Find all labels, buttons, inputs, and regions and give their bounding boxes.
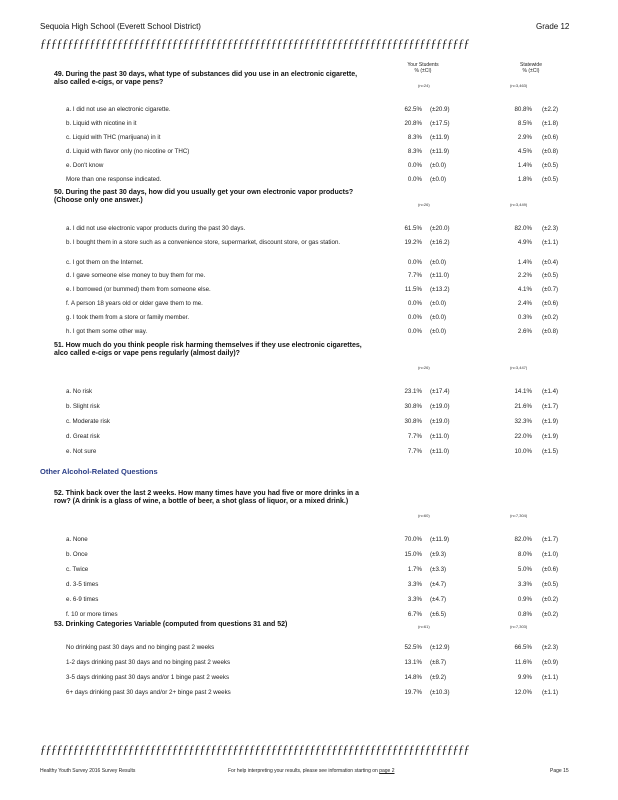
your-ci: (±0.0) xyxy=(430,176,447,183)
your-ci: (±20.9) xyxy=(430,106,450,113)
response-label: d. Great risk xyxy=(66,433,100,440)
your-percent: 6.7% xyxy=(407,611,422,618)
your-percent: 3.3% xyxy=(407,596,422,603)
your-percent: 0.0% xyxy=(407,314,422,321)
grade-label: Grade 12 xyxy=(536,22,570,31)
state-percent: 82.0% xyxy=(514,536,532,543)
response-label: f. 10 or more times xyxy=(66,611,118,618)
your-ci: (±19.0) xyxy=(430,403,450,410)
footer-survey-title: Healthy Youth Survey 2016 Survey Results xyxy=(40,768,136,774)
q50-n-state: (n=3,449) xyxy=(510,202,528,207)
state-ci: (±0.6) xyxy=(542,134,559,141)
state-percent: 1.4% xyxy=(517,259,532,266)
q52-n-state: (n=7,304) xyxy=(510,513,528,518)
your-ci: (±11.9) xyxy=(430,148,450,155)
your-percent: 7.7% xyxy=(407,448,422,455)
q53-n-state: (n=7,303) xyxy=(510,624,528,629)
response-label: b. Once xyxy=(66,551,88,558)
your-ci: (±20.0) xyxy=(430,225,450,232)
table-row xyxy=(66,258,566,268)
response-label: e. I borrowed (or bummed) them from someone else. xyxy=(66,286,211,293)
state-percent: 1.8% xyxy=(517,176,532,183)
your-ci: (±11.0) xyxy=(430,433,450,440)
table-row xyxy=(66,417,566,427)
table-row xyxy=(66,610,566,620)
state-percent: 82.0% xyxy=(514,225,532,232)
response-label: a. I did not use electronic vapor products during the past 30 days. xyxy=(66,225,246,232)
table-row xyxy=(66,271,566,281)
table-row xyxy=(66,402,566,412)
question-51: 51. How much do you think people risk harming themselves if they use electronic cigarettes, alco called e-cigs or vape pens regularly (almost daily)? xyxy=(54,342,362,357)
decorative-divider-bottom: ƒƒƒƒƒƒƒƒƒƒƒƒƒƒƒƒƒƒƒƒƒƒƒƒƒƒƒƒƒƒƒƒƒƒƒƒƒƒƒƒƒƒƒƒƒƒƒƒƒƒƒƒƒƒƒƒƒƒƒƒƒƒƒƒƒƒƒƒƒƒƒƒƒƒƒƒƒƒ xyxy=(40,743,469,756)
state-percent: 2.9% xyxy=(517,134,532,141)
your-percent: 0.0% xyxy=(407,328,422,335)
your-ci: (±3.3) xyxy=(430,566,447,573)
response-label: d. 3-5 times xyxy=(66,581,99,588)
response-label: g. I took them from a store or family member. xyxy=(66,314,190,321)
table-row xyxy=(66,133,566,143)
state-percent: 22.0% xyxy=(514,433,532,440)
state-ci: (±1.1) xyxy=(542,674,559,681)
table-row xyxy=(66,299,566,309)
state-ci: (±0.9) xyxy=(542,659,559,666)
your-percent: 19.7% xyxy=(404,689,422,696)
your-ci: (±6.5) xyxy=(430,611,447,618)
state-ci: (±1.1) xyxy=(542,689,559,696)
response-label: b. Liquid with nicotine in it xyxy=(66,120,137,127)
state-percent: 9.9% xyxy=(517,674,532,681)
state-percent: 2.6% xyxy=(517,328,532,335)
your-percent: 52.5% xyxy=(404,644,422,651)
your-ci: (±9.2) xyxy=(430,674,447,681)
state-ci: (±1.9) xyxy=(542,418,559,425)
response-label: c. Twice xyxy=(66,566,89,573)
page-number: Page 15 xyxy=(550,768,569,774)
your-ci: (±8.7) xyxy=(430,659,447,666)
state-percent: 3.3% xyxy=(517,581,532,588)
table-row xyxy=(66,447,566,457)
your-ci: (±9.3) xyxy=(430,551,447,558)
section-title: Other Alcohol-Related Questions xyxy=(40,467,158,476)
your-percent: 8.3% xyxy=(407,148,422,155)
state-ci: (±0.8) xyxy=(542,328,559,335)
state-ci: (±0.5) xyxy=(542,581,559,588)
state-ci: (±2.3) xyxy=(542,644,559,651)
your-students-heading: Your Students % (±CI) xyxy=(407,62,439,74)
state-ci: (±1.0) xyxy=(542,551,559,558)
school-name: Sequoia High School (Everett School District) xyxy=(40,22,201,31)
your-percent: 15.0% xyxy=(404,551,422,558)
table-row xyxy=(66,432,566,442)
table-row xyxy=(66,161,566,171)
state-ci: (±1.9) xyxy=(542,433,559,440)
your-percent: 19.2% xyxy=(404,239,422,246)
state-ci: (±1.7) xyxy=(542,536,559,543)
response-label: No drinking past 30 days and no binging past 2 weeks xyxy=(66,644,215,651)
state-percent: 14.1% xyxy=(514,388,532,395)
response-label: a. I did not use an electronic cigarette. xyxy=(66,106,171,113)
response-label: b. I bought them in a store such as a convenience store, supermarket, discount store, or gas station. xyxy=(66,239,341,246)
state-ci: (±1.8) xyxy=(542,120,559,127)
decorative-divider-top: ƒƒƒƒƒƒƒƒƒƒƒƒƒƒƒƒƒƒƒƒƒƒƒƒƒƒƒƒƒƒƒƒƒƒƒƒƒƒƒƒƒƒƒƒƒƒƒƒƒƒƒƒƒƒƒƒƒƒƒƒƒƒƒƒƒƒƒƒƒƒƒƒƒƒƒƒƒƒ xyxy=(40,37,469,50)
state-ci: (±1.5) xyxy=(542,448,559,455)
your-percent: 13.1% xyxy=(404,659,422,666)
state-ci: (±2.2) xyxy=(542,106,559,113)
state-ci: (±2.3) xyxy=(542,225,559,232)
your-percent: 11.5% xyxy=(404,286,422,293)
table-row xyxy=(66,327,566,337)
your-percent: 0.0% xyxy=(407,176,422,183)
q52-n-your: (n=60) xyxy=(418,513,430,518)
your-percent: 30.8% xyxy=(404,418,422,425)
your-percent: 20.8% xyxy=(404,120,422,127)
your-percent: 30.8% xyxy=(404,403,422,410)
q49-n-state: (n=3,463) xyxy=(510,83,528,88)
response-label: More than one response indicated. xyxy=(66,176,162,183)
table-row xyxy=(66,688,566,698)
state-percent: 11.6% xyxy=(514,659,532,666)
question-52: 52. Think back over the last 2 weeks. How many times have you had five or more drinks in a row? (A drink is a glass of wine, a bottle of beer, a shot glass of liquor, or a mixed drink.) xyxy=(54,490,359,505)
response-label: d. I gave someone else money to buy them for me. xyxy=(66,272,206,279)
response-label: e. Not sure xyxy=(66,448,97,455)
your-ci: (±19.0) xyxy=(430,418,450,425)
state-ci: (±0.4) xyxy=(542,259,559,266)
response-label: c. Liquid with THC (marijuana) in it xyxy=(66,134,161,141)
your-ci: (±0.0) xyxy=(430,300,447,307)
table-row xyxy=(66,387,566,397)
your-percent: 0.0% xyxy=(407,300,422,307)
your-percent: 7.7% xyxy=(407,272,422,279)
your-ci: (±0.0) xyxy=(430,162,447,169)
state-percent: 2.4% xyxy=(517,300,532,307)
response-label: h. I got them some other way. xyxy=(66,328,148,335)
state-percent: 8.0% xyxy=(517,551,532,558)
your-percent: 0.0% xyxy=(407,259,422,266)
table-row xyxy=(66,565,566,575)
your-percent: 0.0% xyxy=(407,162,422,169)
q51-n-your: (n=26) xyxy=(418,365,430,370)
your-ci: (±10.3) xyxy=(430,689,450,696)
table-row xyxy=(66,175,566,185)
footer-help-text: For help interpreting your results, please see information starting on page 2 xyxy=(228,768,395,774)
q50-n-your: (n=26) xyxy=(418,202,430,207)
your-percent: 8.3% xyxy=(407,134,422,141)
response-label: c. Moderate risk xyxy=(66,418,111,425)
state-ci: (±0.5) xyxy=(542,272,559,279)
table-row xyxy=(66,238,566,248)
response-label: d. Liquid with flavor only (no nicotine or THC) xyxy=(66,148,190,155)
state-percent: 2.2% xyxy=(517,272,532,279)
response-label: 3-5 days drinking past 30 days and/or 1 binge past 2 weeks xyxy=(66,674,230,681)
your-ci: (±4.7) xyxy=(430,581,447,588)
q49-n-your: (n=24) xyxy=(418,83,430,88)
statewide-heading: Statewide % (±CI) xyxy=(520,62,542,74)
question-53: 53. Drinking Categories Variable (computed from questions 31 and 52) xyxy=(54,621,288,628)
state-ci: (±1.4) xyxy=(542,388,559,395)
your-ci: (±17.5) xyxy=(430,120,450,127)
state-ci: (±0.2) xyxy=(542,314,559,321)
table-row xyxy=(66,673,566,683)
table-row xyxy=(66,313,566,323)
state-percent: 8.5% xyxy=(517,120,532,127)
table-row xyxy=(66,550,566,560)
state-ci: (±0.5) xyxy=(542,176,559,183)
table-row xyxy=(66,119,566,129)
state-percent: 4.1% xyxy=(517,286,532,293)
your-ci: (±12.9) xyxy=(430,644,450,651)
your-percent: 1.7% xyxy=(407,566,422,573)
state-ci: (±1.1) xyxy=(542,239,559,246)
your-percent: 7.7% xyxy=(407,433,422,440)
response-label: a. No risk xyxy=(66,388,93,395)
table-row xyxy=(66,658,566,668)
your-percent: 14.8% xyxy=(404,674,422,681)
your-ci: (±16.2) xyxy=(430,239,450,246)
your-ci: (±17.4) xyxy=(430,388,450,395)
response-label: c. I got them on the Internet. xyxy=(66,259,144,266)
state-ci: (±0.2) xyxy=(542,596,559,603)
state-percent: 4.5% xyxy=(517,148,532,155)
state-ci: (±0.5) xyxy=(542,162,559,169)
state-percent: 1.4% xyxy=(517,162,532,169)
table-row xyxy=(66,105,566,115)
state-ci: (±0.8) xyxy=(542,148,559,155)
state-ci: (±0.7) xyxy=(542,286,559,293)
your-percent: 3.3% xyxy=(407,581,422,588)
state-percent: 0.8% xyxy=(517,611,532,618)
state-ci: (±0.2) xyxy=(542,611,559,618)
table-row xyxy=(66,535,566,545)
your-ci: (±4.7) xyxy=(430,596,447,603)
q53-n-your: (n=61) xyxy=(418,624,430,629)
response-label: b. Slight risk xyxy=(66,403,100,410)
state-percent: 10.0% xyxy=(514,448,532,455)
state-ci: (±1.7) xyxy=(542,403,559,410)
state-ci: (±0.6) xyxy=(542,300,559,307)
table-row xyxy=(66,147,566,157)
table-row xyxy=(66,595,566,605)
table-row xyxy=(66,224,566,234)
your-ci: (±0.0) xyxy=(430,328,447,335)
your-ci: (±11.0) xyxy=(430,448,450,455)
state-percent: 0.3% xyxy=(517,314,532,321)
your-ci: (±11.9) xyxy=(430,134,450,141)
question-50: 50. During the past 30 days, how did you usually get your own electronic vapor products? (Choose only one answer.) xyxy=(54,189,354,204)
your-ci: (±0.0) xyxy=(430,314,447,321)
response-label: 6+ days drinking past 30 days and/or 2+ binge past 2 weeks xyxy=(66,689,231,696)
table-row xyxy=(66,580,566,590)
your-percent: 61.5% xyxy=(404,225,422,232)
state-percent: 32.3% xyxy=(514,418,532,425)
response-label: e. Don't know xyxy=(66,162,104,169)
response-label: 1-2 days drinking past 30 days and no binging past 2 weeks xyxy=(66,659,231,666)
state-percent: 21.6% xyxy=(514,403,532,410)
your-ci: (±13.2) xyxy=(430,286,450,293)
response-label: a. None xyxy=(66,536,88,543)
your-ci: (±11.0) xyxy=(430,272,450,279)
state-percent: 4.9% xyxy=(517,239,532,246)
state-ci: (±0.6) xyxy=(542,566,559,573)
table-row xyxy=(66,285,566,295)
response-label: e. 6-9 times xyxy=(66,596,99,603)
your-ci: (±11.9) xyxy=(430,536,450,543)
state-percent: 5.0% xyxy=(517,566,532,573)
table-row xyxy=(66,643,566,653)
your-ci: (±0.0) xyxy=(430,259,447,266)
question-49: 49. During the past 30 days, what type of substances did you use in an electronic cigarette, also called e-cigs, or vape pens? xyxy=(54,71,358,86)
your-percent: 62.5% xyxy=(404,106,422,113)
your-percent: 70.0% xyxy=(404,536,422,543)
q51-n-state: (n=3,447) xyxy=(510,365,528,370)
state-percent: 12.0% xyxy=(514,689,532,696)
page-2-link[interactable]: page 2 xyxy=(379,768,395,774)
your-percent: 23.1% xyxy=(404,388,422,395)
state-percent: 0.9% xyxy=(517,596,532,603)
response-label: f. A person 18 years old or older gave them to me. xyxy=(66,300,203,307)
state-percent: 80.8% xyxy=(514,106,532,113)
state-percent: 66.5% xyxy=(514,644,532,651)
